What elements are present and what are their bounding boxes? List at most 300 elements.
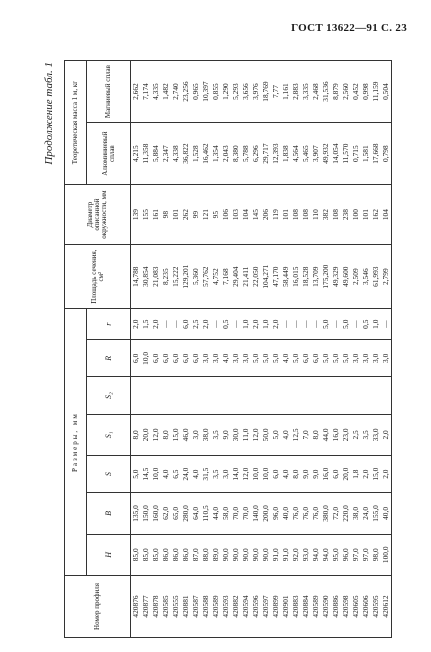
cell-value: 96,0 xyxy=(341,548,350,562)
cell-value: 20,0 xyxy=(341,467,350,481)
cell-value xyxy=(231,379,241,411)
cell-value: 420882 xyxy=(231,595,240,618)
cell-value: 420884 xyxy=(301,595,310,618)
cell-value: 29,717 xyxy=(261,143,270,164)
cell-value: 420877 xyxy=(141,595,150,618)
cell-value: — xyxy=(161,320,170,328)
cell-value: 3,976 xyxy=(251,83,260,100)
cell-value: 95 xyxy=(211,210,220,219)
cell-value: 5,0 xyxy=(321,353,330,363)
cell-value: 1,8 xyxy=(351,469,360,479)
cell-value: 6,0 xyxy=(331,469,340,479)
table-caption: Продолжение табл. 1 xyxy=(43,62,55,165)
cell-value: 11,159 xyxy=(371,81,380,102)
cell-value: 49,600 xyxy=(341,266,350,287)
cell-value xyxy=(331,379,341,411)
column-mass-aluminium xyxy=(131,123,392,185)
cell-value: 4,0 xyxy=(281,469,290,479)
rotated-content xyxy=(40,58,420,638)
cell-value: 6,0 xyxy=(151,353,160,363)
cell-value: 1,0 xyxy=(371,319,380,329)
cell-value: 3,0 xyxy=(231,353,240,363)
cell-value: 2,043 xyxy=(221,145,230,162)
cell-value: 30,854 xyxy=(141,266,150,287)
cell-value: 0,798 xyxy=(381,145,390,162)
cell-value: 3,5 xyxy=(211,469,220,479)
cell-value: 2,5 xyxy=(191,319,200,329)
cell-value: 57,762 xyxy=(201,266,210,287)
cell-value: 420587 xyxy=(191,595,200,618)
cell-value: 8,0 xyxy=(311,430,320,440)
cell-value: 16,462 xyxy=(201,143,210,164)
cell-value xyxy=(211,379,221,411)
rotated-table-region xyxy=(40,58,420,638)
cell-value: 0,5 xyxy=(361,319,370,329)
cell-value: 0,452 xyxy=(351,83,360,100)
cell-value: — xyxy=(301,320,310,328)
cell-value: 420594 xyxy=(241,595,250,618)
cell-value: 22,050 xyxy=(251,266,260,287)
cell-value xyxy=(311,379,321,411)
cell-value: 14,788 xyxy=(131,266,140,287)
cell-value: 10,397 xyxy=(201,81,210,102)
cell-value: 21,083 xyxy=(151,266,160,287)
cell-value: 9,0 xyxy=(221,430,230,440)
cell-value: 16,0 xyxy=(321,467,330,481)
cell-value: 3,5 xyxy=(361,430,370,440)
cell-value: 4,0 xyxy=(221,353,230,363)
cell-value: 30,0 xyxy=(231,428,240,442)
cell-value: 206 xyxy=(261,209,270,221)
cell-value: 65,0 xyxy=(171,506,180,520)
cell-value: 0,5 xyxy=(221,319,230,329)
cell-value: 2,0 xyxy=(201,319,210,329)
cell-value: 6,0 xyxy=(301,353,310,363)
cell-value: 7,168 xyxy=(221,268,230,285)
cell-value xyxy=(141,379,151,411)
cell-value: 9,0 xyxy=(301,469,310,479)
cell-value: 1,290 xyxy=(221,83,230,100)
cell-value: 5,0 xyxy=(321,319,330,329)
cell-value: 2,0 xyxy=(361,469,370,479)
cell-value: 420605 xyxy=(351,595,360,618)
cell-value: 3,0 xyxy=(371,353,380,363)
cell-value: 420589 xyxy=(211,595,220,618)
cell-value: 6,0 xyxy=(131,353,140,363)
cell-value: 4,338 xyxy=(171,145,180,162)
cell-value: 420588 xyxy=(201,595,210,618)
cell-value: 3,0 xyxy=(381,353,390,363)
cell-value: 64,0 xyxy=(191,506,200,520)
cell-value xyxy=(201,379,211,411)
page-header: ГОСТ 13622—91 С. 23 xyxy=(291,22,407,34)
cell-value: 3,0 xyxy=(241,353,250,363)
cell-value xyxy=(281,379,291,411)
cell-value: — xyxy=(211,320,220,328)
cell-value: 17,668 xyxy=(371,143,380,164)
cell-value: 49,932 xyxy=(321,143,330,164)
cell-value: 4,0 xyxy=(281,430,290,440)
cell-value: 23,0 xyxy=(341,428,350,442)
cell-value: 5,465 xyxy=(301,145,310,162)
cell-value: 262 xyxy=(181,209,190,221)
cell-value: — xyxy=(311,320,320,328)
cell-value: 88,0 xyxy=(201,548,210,562)
cell-value: 46,0 xyxy=(181,428,190,442)
cell-value xyxy=(321,379,331,411)
cell-value: 93,0 xyxy=(301,548,310,562)
cell-value: 2,0 xyxy=(381,430,390,440)
cell-value: 47,170 xyxy=(271,266,280,287)
cell-value: 135,0 xyxy=(131,505,140,522)
cell-value xyxy=(301,379,311,411)
cell-value: 5,0 xyxy=(341,353,350,363)
header-mass-aluminium: Алюминиевый сплав xyxy=(87,123,131,185)
cell-value: 420878 xyxy=(151,595,160,618)
cell-value: 94,0 xyxy=(311,548,320,562)
cell-value: 97,0 xyxy=(351,548,360,562)
cell-value: 6,0 xyxy=(171,353,180,363)
cell-value xyxy=(241,379,251,411)
cell-value: 155,0 xyxy=(371,505,380,522)
cell-value: 129,201 xyxy=(181,264,190,289)
cell-value: 76,0 xyxy=(301,506,310,520)
cell-value: 238 xyxy=(341,209,350,221)
cell-value: 3,656 xyxy=(241,83,250,100)
cell-value: 49,329 xyxy=(331,266,340,287)
cell-value xyxy=(361,379,371,411)
cell-value: 90,0 xyxy=(251,548,260,562)
cell-value: 2,347 xyxy=(161,145,170,162)
cell-value: 98 xyxy=(161,210,170,219)
cell-value: 38,0 xyxy=(201,428,210,442)
cell-value: 40,0 xyxy=(381,506,390,520)
cell-value: 90,0 xyxy=(241,548,250,562)
cell-value xyxy=(381,379,391,411)
cell-value: 12,0 xyxy=(251,428,260,442)
cell-value: 8,879 xyxy=(331,83,340,100)
cell-value: 3,5 xyxy=(211,430,220,440)
cell-value: 58,0 xyxy=(221,506,230,520)
cell-value: 2,560 xyxy=(341,83,350,100)
cell-value: 139 xyxy=(131,209,140,221)
cell-value: — xyxy=(171,320,180,328)
cell-value: 3,0 xyxy=(191,430,200,440)
cell-value: 3,0 xyxy=(361,353,370,363)
cell-value: 12,0 xyxy=(241,467,250,481)
cell-value: 420883 xyxy=(291,595,300,618)
cell-value: 1,354 xyxy=(211,145,220,162)
cell-value: 420593 xyxy=(221,595,230,618)
cell-value: 58,449 xyxy=(281,266,290,287)
cell-value: 18,769 xyxy=(261,81,270,102)
cell-value: 2,509 xyxy=(351,268,360,285)
cell-value: 108 xyxy=(291,209,300,221)
cell-value: 4,564 xyxy=(291,145,300,162)
cell-value: 16,0 xyxy=(331,428,340,442)
cell-value: 140,0 xyxy=(251,505,260,522)
cell-value: 420886 xyxy=(331,595,340,618)
cell-value: 10,0 xyxy=(261,467,270,481)
cell-value: 6,0 xyxy=(271,469,280,479)
column-r xyxy=(131,309,392,340)
column-R xyxy=(131,340,392,377)
cell-value: 70,0 xyxy=(231,506,240,520)
cell-value: 11,358 xyxy=(141,143,150,164)
cell-value: 24,0 xyxy=(361,506,370,520)
cell-value: 31,5 xyxy=(201,467,210,481)
cell-value xyxy=(371,379,381,411)
column-S xyxy=(131,456,392,493)
cell-value: 16,015 xyxy=(291,266,300,287)
header-R: R xyxy=(87,340,131,377)
cell-value: 6,5 xyxy=(171,469,180,479)
cell-value: 420555 xyxy=(171,595,180,618)
cell-value: 5,0 xyxy=(131,469,140,479)
column-area xyxy=(131,245,392,309)
cell-value: 2,740 xyxy=(171,83,180,100)
cell-value: 5,0 xyxy=(271,353,280,363)
cell-value: 382 xyxy=(321,209,330,221)
cell-value: — xyxy=(281,320,290,328)
cell-value: 33,0 xyxy=(371,428,380,442)
cell-value: 12,0 xyxy=(151,428,160,442)
cell-value: 40,0 xyxy=(281,506,290,520)
cell-value: 6,0 xyxy=(181,353,190,363)
cell-value: 85,0 xyxy=(151,548,160,562)
cell-value: 4,752 xyxy=(211,268,220,285)
cell-value: 161 xyxy=(151,209,160,221)
cell-value: — xyxy=(291,320,300,328)
cell-value: 0,504 xyxy=(381,83,390,100)
cell-value: 91,0 xyxy=(271,548,280,562)
cell-value: 420590 xyxy=(321,595,330,618)
cell-value: 6,0 xyxy=(191,353,200,363)
cell-value: 101 xyxy=(361,209,370,221)
cell-value: — xyxy=(231,320,240,328)
cell-value: 5,0 xyxy=(331,353,340,363)
cell-value: 108 xyxy=(331,209,340,221)
cell-value: 87,0 xyxy=(191,548,200,562)
cell-value: 1,5 xyxy=(141,319,150,329)
cell-value: 98,0 xyxy=(371,548,380,562)
cell-value: 1,0 xyxy=(261,319,270,329)
cell-value: 2,468 xyxy=(311,83,320,100)
cell-value: 0,998 xyxy=(361,83,370,100)
cell-value: 8,0 xyxy=(131,430,140,440)
column-S1 xyxy=(131,414,392,455)
cell-value: 420901 xyxy=(281,595,290,618)
cell-value xyxy=(171,379,181,411)
cell-value: 110,5 xyxy=(201,505,210,522)
cell-value: 12,5 xyxy=(291,428,300,442)
cell-value: 3,907 xyxy=(311,145,320,162)
cell-value: 2,799 xyxy=(381,268,390,285)
cell-value: 8,0 xyxy=(161,430,170,440)
cell-value: 70,0 xyxy=(241,506,250,520)
cell-value: 420606 xyxy=(361,595,370,618)
cell-value: 6,296 xyxy=(251,145,260,162)
cell-value: 2,0 xyxy=(131,319,140,329)
cell-value: 104 xyxy=(381,209,390,221)
cell-value: 5,788 xyxy=(241,145,250,162)
cell-value: 110 xyxy=(311,209,320,221)
cell-value xyxy=(131,379,141,411)
cell-value xyxy=(271,379,281,411)
cell-value: 200,0 xyxy=(261,505,270,522)
cell-value: 1,161 xyxy=(281,83,290,100)
cell-value: 97,0 xyxy=(361,548,370,562)
header-profile-number: Номер профиля xyxy=(65,575,131,637)
cell-value: 89,0 xyxy=(211,548,220,562)
header-S: S xyxy=(87,456,131,493)
cell-value: 2,0 xyxy=(251,319,260,329)
cell-value: 2,0 xyxy=(381,469,390,479)
cell-value: 24,0 xyxy=(181,467,190,481)
header-sizes: Размеры, мм xyxy=(65,309,87,576)
profile-table xyxy=(64,60,392,638)
cell-value xyxy=(161,379,171,411)
cell-value: 8,0 xyxy=(291,469,300,479)
cell-value: 5,0 xyxy=(261,353,270,363)
cell-value: 15,222 xyxy=(171,266,180,287)
cell-value: 5,0 xyxy=(271,430,280,440)
column-H xyxy=(131,534,392,575)
cell-value: 13,709 xyxy=(311,266,320,287)
cell-value: 85,0 xyxy=(131,548,140,562)
cell-value: 119 xyxy=(271,209,280,221)
header-mass: Теоретическая масса 1 м, кг xyxy=(65,61,87,185)
cell-value: 0,715 xyxy=(351,145,360,162)
cell-value: 6,0 xyxy=(311,353,320,363)
cell-value: 99 xyxy=(191,210,200,219)
cell-value: 101 xyxy=(281,209,290,221)
cell-value: 1,482 xyxy=(161,83,170,100)
cell-value xyxy=(221,379,231,411)
cell-value: 220,0 xyxy=(341,505,350,522)
cell-value: 62,0 xyxy=(161,506,170,520)
column-mass-magnesium xyxy=(131,61,392,123)
cell-value: 7,174 xyxy=(141,83,150,100)
cell-value: 92,0 xyxy=(291,548,300,562)
cell-value xyxy=(261,379,271,411)
header-S1: S₁ xyxy=(87,414,131,455)
cell-value: 90,0 xyxy=(221,548,230,562)
cell-value: 1,838 xyxy=(281,145,290,162)
cell-value: 100 xyxy=(351,209,360,221)
cell-value: 420598 xyxy=(341,595,350,618)
cell-value: 4,335 xyxy=(151,83,160,100)
cell-value: 3,0 xyxy=(221,469,230,479)
header-H: H xyxy=(87,534,131,575)
cell-value: — xyxy=(381,320,390,328)
cell-value: 5,884 xyxy=(151,145,160,162)
cell-value: 420612 xyxy=(381,595,390,618)
cell-value: 10,0 xyxy=(251,467,260,481)
cell-value xyxy=(191,379,201,411)
cell-value: 420597 xyxy=(261,595,270,618)
cell-value: 162 xyxy=(371,209,380,221)
cell-value: 100,0 xyxy=(381,546,390,564)
column-S2 xyxy=(131,377,392,414)
cell-value: 7,77 xyxy=(271,85,280,99)
cell-value: 103 xyxy=(231,209,240,221)
cell-value: 76,0 xyxy=(311,506,320,520)
cell-value: 90,0 xyxy=(261,548,270,562)
cell-value: 38,0 xyxy=(351,506,360,520)
cell-value xyxy=(181,379,191,411)
cell-value: 2,5 xyxy=(351,430,360,440)
header-area: Площадь сечения, см² xyxy=(65,245,131,309)
cell-value: 94,0 xyxy=(321,548,330,562)
cell-value: 121 xyxy=(201,209,210,221)
cell-value: 160,0 xyxy=(151,505,160,522)
cell-value xyxy=(251,379,261,411)
cell-value xyxy=(151,379,161,411)
cell-value: 420589 xyxy=(311,595,320,618)
cell-value: 420585 xyxy=(161,595,170,618)
cell-value: 6,0 xyxy=(181,319,190,329)
cell-value: 8,380 xyxy=(231,145,240,162)
cell-value: 5,0 xyxy=(341,319,350,329)
cell-value: 380,0 xyxy=(321,505,330,522)
cell-value: 44,0 xyxy=(211,506,220,520)
header-S2: S₂ xyxy=(87,377,131,414)
cell-value: 7,0 xyxy=(301,430,310,440)
cell-value: 11,0 xyxy=(241,428,250,442)
column-diameter xyxy=(131,185,392,245)
cell-value: 14,054 xyxy=(331,143,340,164)
cell-value: 420596 xyxy=(251,595,260,618)
cell-value: 90,0 xyxy=(231,548,240,562)
cell-value: 15,0 xyxy=(171,428,180,442)
cell-value: 86,0 xyxy=(171,548,180,562)
cell-value: 10,0 xyxy=(141,351,150,365)
cell-value: 150,0 xyxy=(141,505,150,522)
cell-value: 61,993 xyxy=(371,266,380,287)
cell-value: 18,528 xyxy=(301,266,310,287)
cell-value: 10,0 xyxy=(151,467,160,481)
column-profile xyxy=(131,575,392,637)
cell-value: 104,271 xyxy=(261,264,270,289)
cell-value: 3,0 xyxy=(211,353,220,363)
cell-value: 0,855 xyxy=(211,83,220,100)
cell-value: 14,5 xyxy=(141,467,150,481)
cell-value: 3,335 xyxy=(301,83,310,100)
cell-value: 31,536 xyxy=(321,81,330,102)
cell-value: 2,662 xyxy=(131,83,140,100)
cell-value: 91,0 xyxy=(281,548,290,562)
cell-value: 155 xyxy=(141,209,150,221)
cell-value: 5,360 xyxy=(191,268,200,285)
cell-value: 8,235 xyxy=(161,268,170,285)
cell-value: 5,293 xyxy=(231,83,240,100)
cell-value: 2,0 xyxy=(271,319,280,329)
cell-value: 50,0 xyxy=(261,428,270,442)
cell-value: 420595 xyxy=(371,595,380,618)
cell-value: 108 xyxy=(301,209,310,221)
cell-value xyxy=(341,379,351,411)
cell-value: 145 xyxy=(251,209,260,221)
cell-value: 4,0 xyxy=(191,469,200,479)
cell-value: 4,215 xyxy=(131,145,140,162)
cell-value: 72,0 xyxy=(331,506,340,520)
header-diameter: Диаметр описанной окружности, мм xyxy=(65,185,131,245)
cell-value: 6,0 xyxy=(161,353,170,363)
cell-value: 11,570 xyxy=(341,143,350,164)
cell-value: 85,0 xyxy=(141,548,150,562)
cell-value: 86,0 xyxy=(161,548,170,562)
